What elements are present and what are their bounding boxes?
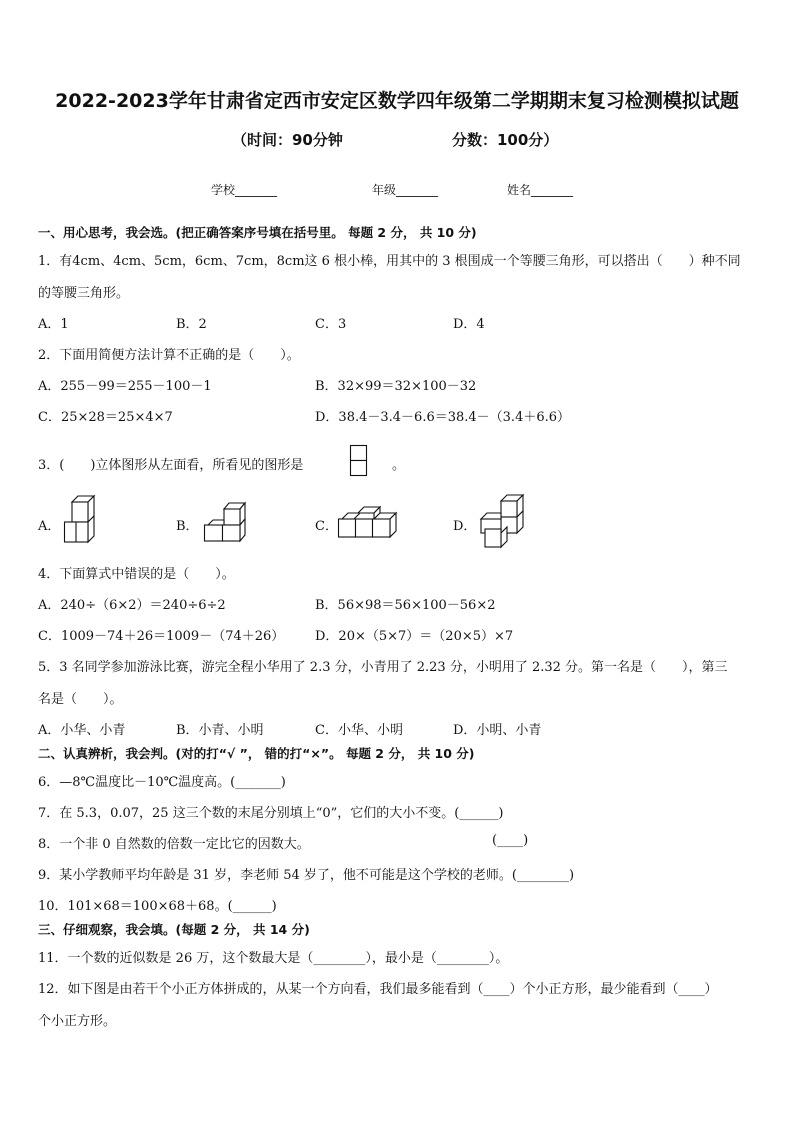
q3-left-view-figure bbox=[350, 445, 368, 477]
q3-option-b-cubes bbox=[204, 503, 248, 545]
q1-option-c: C．3 bbox=[315, 317, 347, 332]
q2-option-d: D．38.4－3.4－6.6＝38.4－（3.4＋6.6） bbox=[315, 410, 571, 425]
q9-text: 9．某小学教师平均年龄是 31 岁，李老师 54 岁了，他不可能是这个学校的老师。(________) bbox=[38, 868, 575, 883]
q2-option-c: C．25×28＝25×4×7 bbox=[38, 410, 173, 425]
q1-option-a: A．1 bbox=[38, 317, 69, 332]
q12-text-a: 12．如下图是由若干个小正方体拼成的，从某一个方向看，我们最多能看到（____）个小正方形，最少能看到（____） bbox=[38, 982, 718, 997]
q11-text: 11．一个数的近似数是 26 万，这个数最大是（________），最小是（________）。 bbox=[38, 951, 509, 966]
q2-option-a: A．255－99＝255－100－1 bbox=[38, 379, 212, 394]
q3-text-a: 3．( )立体图形从左面看，所看见的图形是 bbox=[38, 458, 304, 473]
q3-option-d: D． bbox=[453, 519, 477, 534]
q5-option-b: B．小青、小明 bbox=[176, 723, 264, 738]
q3-option-c: C． bbox=[315, 519, 338, 534]
q7-text: 7．在 5.3，0.07，25 这三个数的末尾分别填上“0”，它们的大小不变。(______) bbox=[38, 806, 504, 821]
q10-text: 10．101×68＝100×68＋68。(______) bbox=[38, 899, 277, 914]
q3-option-c-cubes bbox=[338, 507, 400, 539]
q6-text: 6．—8℃温度比－10℃温度高。(_______) bbox=[38, 775, 286, 790]
name-field: 姓名_______ bbox=[507, 183, 574, 197]
school-field: 学校_______ bbox=[211, 183, 278, 197]
q4-option-d: D．20×（5×7）＝（20×5）×7 bbox=[315, 629, 514, 644]
q8-blank: (____) bbox=[492, 833, 529, 848]
q5-option-a: A．小华、小青 bbox=[38, 723, 126, 738]
q12-text-b: 个小正方形。 bbox=[38, 1014, 117, 1029]
q1-text-a: 1．有4cm、4cm、5cm，6cm、7cm，8cm这 6 根小棒，用其中的 3 根围成一个等腰三角形，可以搭出（ ）种不同 bbox=[38, 254, 741, 269]
exam-time: （时间：90分钟 bbox=[232, 131, 343, 149]
q5-text-a: 5．3 名同学参加游泳比赛，游完全程小华用了 2.3 分，小青用了 2.23 分，小明用了 2.32 分。第一名是（ ），第三 bbox=[38, 660, 728, 675]
q4-option-c: C．1009－74＋26＝1009－（74＋26） bbox=[38, 629, 285, 644]
q4-text: 4．下面算式中错误的是（ ）。 bbox=[38, 567, 235, 582]
q1-option-d: D．4 bbox=[453, 317, 485, 332]
section1-heading: 一、用心思考，我会选。(把正确答案序号填在括号里。 每题 2 分， 共 10 分) bbox=[38, 225, 477, 240]
exam-score: 分数：100分） bbox=[452, 131, 559, 149]
q1-text-b: 的等腰三角形。 bbox=[38, 286, 130, 301]
q3-option-b: B． bbox=[176, 519, 199, 534]
section3-heading: 三、仔细观察，我会填。(每题 2 分， 共 14 分) bbox=[38, 922, 310, 937]
q5-option-c: C．小华、小明 bbox=[315, 723, 403, 738]
q3-option-d-cubes bbox=[477, 495, 527, 549]
grade-field: 年级_______ bbox=[372, 183, 439, 197]
q1-option-b: B．2 bbox=[176, 317, 207, 332]
section2-heading: 二、认真辨析，我会判。(对的打“√ ”， 错的打“×”。 每题 2 分， 共 10 分) bbox=[38, 746, 475, 761]
q8-text: 8．一个非 0 自然数的倍数一定比它的因数大。 bbox=[38, 837, 310, 852]
q5-text-b: 名是（ ）。 bbox=[38, 692, 123, 707]
q3-option-a: A． bbox=[38, 519, 61, 534]
q5-option-d: D．小明、小青 bbox=[453, 723, 542, 738]
q3-text-b: 。 bbox=[392, 458, 406, 473]
q4-option-a: A．240÷（6×2）＝240÷6÷2 bbox=[38, 598, 226, 613]
exam-title: 2022-2023学年甘肃省定西市安定区数学四年级第二学期期末复习检测模拟试题 bbox=[55, 90, 739, 112]
q2-option-b: B．32×99＝32×100－32 bbox=[315, 379, 477, 394]
q4-option-b: B．56×98＝56×100－56×2 bbox=[315, 598, 496, 613]
q3-option-a-cubes bbox=[64, 496, 98, 544]
q2-text: 2．下面用简便方法计算不正确的是（ ）。 bbox=[38, 348, 300, 363]
